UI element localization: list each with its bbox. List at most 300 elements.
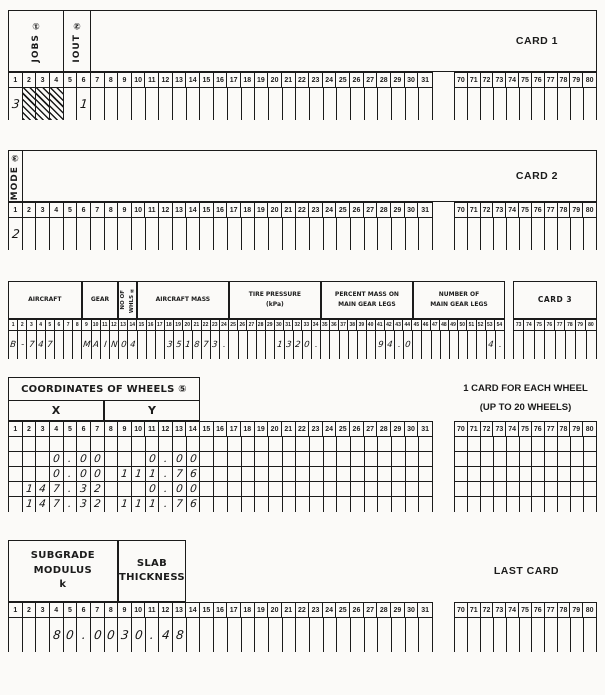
grid-cell [532, 467, 545, 481]
block-gap [433, 202, 454, 218]
column-number: 29 [266, 320, 275, 330]
grid-cell [514, 331, 524, 359]
block-gap [433, 421, 454, 437]
grid-cell [55, 331, 64, 359]
column-number: 16 [214, 422, 228, 436]
column-number: 6 [77, 203, 91, 217]
column-number: 2 [23, 203, 37, 217]
column-numbers [8, 602, 433, 618]
grid-cell [558, 497, 571, 512]
handwritten-value: 0 [79, 467, 88, 480]
grid-cell [321, 331, 330, 359]
grid-cell [36, 452, 50, 466]
column-number: 20 [268, 603, 282, 617]
grid-cell [159, 482, 173, 496]
grid-cell [242, 437, 256, 451]
grid-cell [64, 452, 78, 466]
column-number: 6 [77, 603, 91, 617]
grid-cell [50, 452, 64, 466]
column-number: 10 [132, 603, 146, 617]
column-number: 8 [73, 320, 82, 330]
grid-cell [481, 618, 494, 652]
column-number: 11 [145, 73, 159, 87]
grid-cell [9, 482, 23, 496]
grid-cell [242, 452, 256, 466]
column-number: 21 [192, 320, 201, 330]
card-label-line: CARD 3 [537, 295, 573, 304]
field-box [8, 281, 82, 319]
grid-cell [50, 467, 64, 481]
grid-cell [255, 618, 269, 652]
handwritten-value: 0 [189, 482, 198, 495]
grid-cell [468, 437, 481, 451]
column-number: 6 [77, 73, 91, 87]
column-number: 2 [18, 320, 27, 330]
grid-cell [324, 618, 338, 652]
grid-cell [532, 218, 545, 250]
grid-cell [37, 331, 46, 359]
column-number: 26 [350, 73, 364, 87]
grid-cell [118, 618, 132, 652]
grid-cell [365, 497, 379, 512]
column-number: 26 [350, 603, 364, 617]
grid-cell [64, 331, 73, 359]
card-wheels [8, 377, 597, 512]
data-cells [454, 452, 597, 467]
grid-cell [532, 437, 545, 451]
handwritten-value: B [9, 339, 17, 350]
field-label-line: PERCENT MASS ON [334, 291, 399, 299]
grid-cell [481, 88, 494, 120]
column-number: 1 [9, 320, 18, 330]
handwritten-value: 1 [25, 482, 34, 495]
grid-cell [324, 88, 338, 120]
handwritten-value: 1 [184, 339, 191, 350]
grid-cell [468, 482, 481, 496]
grid-cell [520, 618, 533, 652]
column-number: 8 [105, 203, 119, 217]
column-number: 36 [330, 320, 339, 330]
grid-cell [406, 497, 420, 512]
field-box [229, 281, 321, 319]
column-number: 22 [296, 203, 310, 217]
handwritten-value: . [397, 339, 401, 350]
column-number: 13 [173, 73, 187, 87]
column-number: 72 [481, 73, 494, 87]
grid-cell [455, 218, 468, 250]
grid-cell [36, 497, 50, 512]
card-label [514, 282, 596, 318]
grid-cell [296, 218, 310, 250]
column-number: 19 [255, 603, 269, 617]
handwritten-value: . [67, 498, 73, 511]
field-label [230, 282, 320, 318]
group-header-label [9, 378, 199, 400]
grid-cell [285, 331, 294, 359]
grid-cell [378, 218, 392, 250]
column-number: 29 [391, 203, 405, 217]
column-number: 26 [350, 203, 364, 217]
grid-cell [118, 497, 132, 512]
data-row [8, 497, 597, 512]
field-box [8, 400, 104, 421]
grid-cell [283, 218, 297, 250]
grid-cell [419, 482, 433, 496]
grid-cell [545, 88, 558, 120]
column-number: 26 [238, 320, 247, 330]
grid-cell [571, 497, 584, 512]
grid-cell [105, 497, 119, 512]
column-number: 3 [27, 320, 36, 330]
data-row [8, 88, 597, 120]
grid-cell [91, 467, 105, 481]
grid-cell [36, 482, 50, 496]
field-box [104, 400, 200, 421]
grid-cell [82, 331, 91, 359]
column-number: 31 [421, 206, 430, 214]
column-number: 28 [377, 203, 391, 217]
column-number: 4 [50, 422, 64, 436]
handwritten-value: 6 [189, 498, 198, 511]
column-number: 29 [391, 422, 405, 436]
grid-cell [187, 497, 201, 512]
grid-cell [365, 437, 379, 451]
column-number-row [8, 72, 597, 88]
handwritten-value: 4 [161, 628, 171, 642]
column-number: 8 [105, 603, 119, 617]
grid-cell [487, 331, 496, 359]
grid-cell [520, 88, 533, 120]
grid-cell [269, 88, 283, 120]
field-label [322, 282, 412, 318]
column-number: 31 [284, 320, 293, 330]
field-label-line: JOBS ① [30, 19, 41, 63]
grid-cell [242, 88, 256, 120]
grid-cell [310, 497, 324, 512]
grid-cell [312, 331, 321, 359]
data-cells [8, 437, 433, 452]
grid-cell [200, 452, 214, 466]
handwritten-value: 0 [148, 482, 157, 495]
column-number: 80 [585, 425, 594, 433]
grid-cell [571, 437, 584, 451]
column-number: 5 [64, 603, 78, 617]
grid-cell [187, 88, 201, 120]
grid-cell [419, 467, 433, 481]
grid-cell [494, 482, 507, 496]
column-number: 15 [200, 422, 214, 436]
column-number: 23 [309, 603, 323, 617]
column-number: 12 [159, 203, 173, 217]
grid-cell [50, 497, 64, 512]
field-label-line: SUBGRADE [30, 550, 95, 562]
grid-cell [571, 467, 584, 481]
handwritten-value: 7 [175, 467, 184, 480]
grid-cell [91, 452, 105, 466]
column-number: 78 [558, 73, 571, 87]
block-gap [505, 319, 513, 331]
grid-cell [494, 88, 507, 120]
handwritten-value: 0 [148, 452, 157, 465]
grid-cell [545, 467, 558, 481]
column-number: 13 [173, 422, 187, 436]
handwritten-value: . [81, 628, 87, 642]
column-number: 43 [394, 320, 403, 330]
grid-cell [91, 437, 105, 451]
grid-cell [349, 331, 358, 359]
grid-cell [520, 467, 533, 481]
field-label [9, 151, 22, 201]
grid-cell [132, 482, 146, 496]
grid-cell [468, 467, 481, 481]
grid-cell [255, 482, 269, 496]
grid-cell [77, 437, 91, 451]
column-number: 4 [37, 320, 46, 330]
column-number: 21 [282, 603, 296, 617]
grid-cell [118, 218, 132, 250]
grid-cell [520, 482, 533, 496]
column-number: 13 [173, 603, 187, 617]
grid-cell [392, 437, 406, 451]
data-row [8, 331, 597, 359]
grid-cell [406, 88, 420, 120]
grid-cell [419, 452, 433, 466]
column-number-row [8, 202, 597, 218]
grid-cell [118, 437, 132, 451]
column-number: 30 [275, 320, 284, 330]
grid-cell [558, 452, 571, 466]
grid-cell [310, 618, 324, 652]
card-label: CARD 2 [515, 170, 558, 182]
grid-cell [558, 437, 571, 451]
grid-cell [406, 218, 420, 250]
field-box [118, 540, 187, 602]
grid-cell [337, 218, 351, 250]
grid-cell [283, 467, 297, 481]
grid-cell [9, 452, 23, 466]
block-gap [433, 452, 454, 467]
grid-cell [337, 482, 351, 496]
grid-cell [532, 618, 545, 652]
handwritten-value: 3 [10, 97, 20, 111]
column-number: 73 [493, 422, 506, 436]
grid-cell [283, 437, 297, 451]
grid-cell [545, 331, 555, 359]
grid-cell [23, 88, 37, 120]
grid-cell [159, 467, 173, 481]
grid-cell [146, 467, 160, 481]
grid-cell [91, 618, 105, 652]
column-number: 54 [496, 322, 503, 328]
grid-cell [494, 452, 507, 466]
data-cells [513, 331, 597, 359]
grid-cell [283, 88, 297, 120]
handwritten-value: 9 [377, 339, 384, 350]
column-number-row [8, 319, 597, 331]
wheel-count-note [454, 380, 597, 417]
field-label [138, 282, 228, 318]
column-number: 41 [376, 320, 385, 330]
column-number: 17 [227, 603, 241, 617]
field-box [9, 11, 64, 71]
grid-cell [455, 618, 468, 652]
grid-cell [558, 618, 571, 652]
data-cells [8, 331, 505, 359]
grid-cell [584, 437, 597, 451]
grid-cell [337, 437, 351, 451]
handwritten-value: 1 [120, 467, 129, 480]
handwritten-value: 7 [46, 339, 54, 350]
column-number: 24 [220, 320, 229, 330]
block-gap [433, 497, 454, 512]
handwritten-value: 1 [134, 498, 143, 511]
grid-cell [532, 482, 545, 496]
field-label-line: MAIN GEAR LEGS [430, 301, 488, 308]
column-number: 79 [570, 422, 583, 436]
handwritten-value: 2 [93, 482, 102, 495]
grid-cell [159, 218, 173, 250]
column-number: 75 [535, 320, 545, 330]
handwritten-value: 1 [79, 97, 89, 111]
column-number: 40 [367, 320, 376, 330]
grid-cell [419, 88, 433, 120]
grid-cell [23, 618, 37, 652]
grid-cell [584, 218, 597, 250]
grid-cell [507, 88, 520, 120]
field-label [105, 401, 199, 420]
handwritten-value: 8 [193, 339, 201, 350]
column-number: 4 [50, 203, 64, 217]
grid-cell [584, 497, 597, 512]
column-number: 33 [302, 320, 311, 330]
grid-cell [242, 218, 256, 250]
grid-cell [36, 218, 50, 250]
grid-cell [571, 88, 584, 120]
data-cells [454, 467, 597, 482]
grid-cell [324, 452, 338, 466]
grid-cell [132, 467, 146, 481]
field-label [119, 282, 135, 318]
card-1 [8, 10, 597, 120]
field-box [8, 540, 118, 602]
column-number: 30 [405, 603, 419, 617]
grid-cell [545, 452, 558, 466]
column-number: 12 [110, 320, 119, 330]
block-gap [433, 467, 454, 482]
handwritten-value: 2 [93, 498, 102, 511]
grid-cell [507, 497, 520, 512]
column-number: 10 [132, 422, 146, 436]
grid-cell [46, 331, 55, 359]
grid-cell [239, 331, 248, 359]
column-number: 35 [321, 320, 330, 330]
column-number: 14 [186, 603, 200, 617]
data-cells [454, 497, 597, 512]
grid-cell [395, 331, 404, 359]
column-numbers [8, 72, 433, 88]
column-number: 34 [312, 320, 321, 330]
grid-cell [571, 218, 584, 250]
grid-cell [584, 467, 597, 481]
column-number: 25 [336, 422, 350, 436]
column-number: 11 [145, 203, 159, 217]
handwritten-value: 0 [92, 628, 102, 642]
grid-cell [159, 88, 173, 120]
grid-cell [584, 482, 597, 496]
data-row [8, 618, 597, 652]
handwritten-value: 3 [166, 339, 173, 350]
grid-cell [365, 482, 379, 496]
grid-cell [494, 467, 507, 481]
data-cells [454, 437, 597, 452]
column-number: 28 [377, 73, 391, 87]
grid-cell [459, 331, 468, 359]
grid-cell [283, 482, 297, 496]
column-number: 22 [202, 320, 211, 330]
group-header-line: COORDINATES OF WHEELS ⑤ [21, 383, 187, 395]
column-number: 14 [128, 320, 137, 330]
grid-cell [173, 618, 187, 652]
card-3 [8, 281, 597, 359]
column-number: 10 [92, 320, 101, 330]
note-line: (UP TO 20 WHEELS) [479, 401, 572, 413]
column-number: 7 [91, 603, 105, 617]
field-label-line: NUMBER OF [438, 291, 480, 299]
handwritten-value: . [67, 482, 73, 495]
column-number: 11 [101, 320, 110, 330]
column-number: 12 [159, 603, 173, 617]
handwritten-value: 0 [133, 628, 143, 642]
grid-cell [173, 452, 187, 466]
grid-cell [584, 88, 597, 120]
column-number: 25 [336, 603, 350, 617]
grid-cell [481, 482, 494, 496]
grid-cell [422, 331, 431, 359]
grid-cell [242, 467, 256, 481]
grid-cell [294, 331, 303, 359]
field-label [64, 11, 90, 71]
column-number: 78 [558, 422, 571, 436]
grid-cell [296, 497, 310, 512]
grid-cell [392, 618, 406, 652]
grid-cell [228, 467, 242, 481]
column-number-row [8, 602, 597, 618]
handwritten-value: . [163, 467, 169, 480]
card-header [8, 150, 597, 202]
column-number: 51 [467, 320, 476, 330]
handwritten-value: . [163, 452, 169, 465]
grid-cell [468, 497, 481, 512]
grid-cell [50, 482, 64, 496]
grid-cell [50, 618, 64, 652]
grid-cell [532, 452, 545, 466]
field-box [118, 281, 136, 319]
column-number: 75 [519, 603, 532, 617]
column-number: 77 [545, 422, 558, 436]
column-number: 4 [50, 73, 64, 87]
field-label-line: AIRCRAFT MASS [155, 296, 211, 304]
card-label-box [513, 281, 597, 319]
handwritten-value: I [103, 339, 107, 350]
grid-cell [138, 331, 147, 359]
grid-cell [132, 437, 146, 451]
grid-cell [310, 467, 324, 481]
column-number: 77 [545, 73, 558, 87]
grid-cell [455, 482, 468, 496]
grid-cell [200, 88, 214, 120]
grid-cell [242, 618, 256, 652]
column-numbers [8, 319, 505, 331]
